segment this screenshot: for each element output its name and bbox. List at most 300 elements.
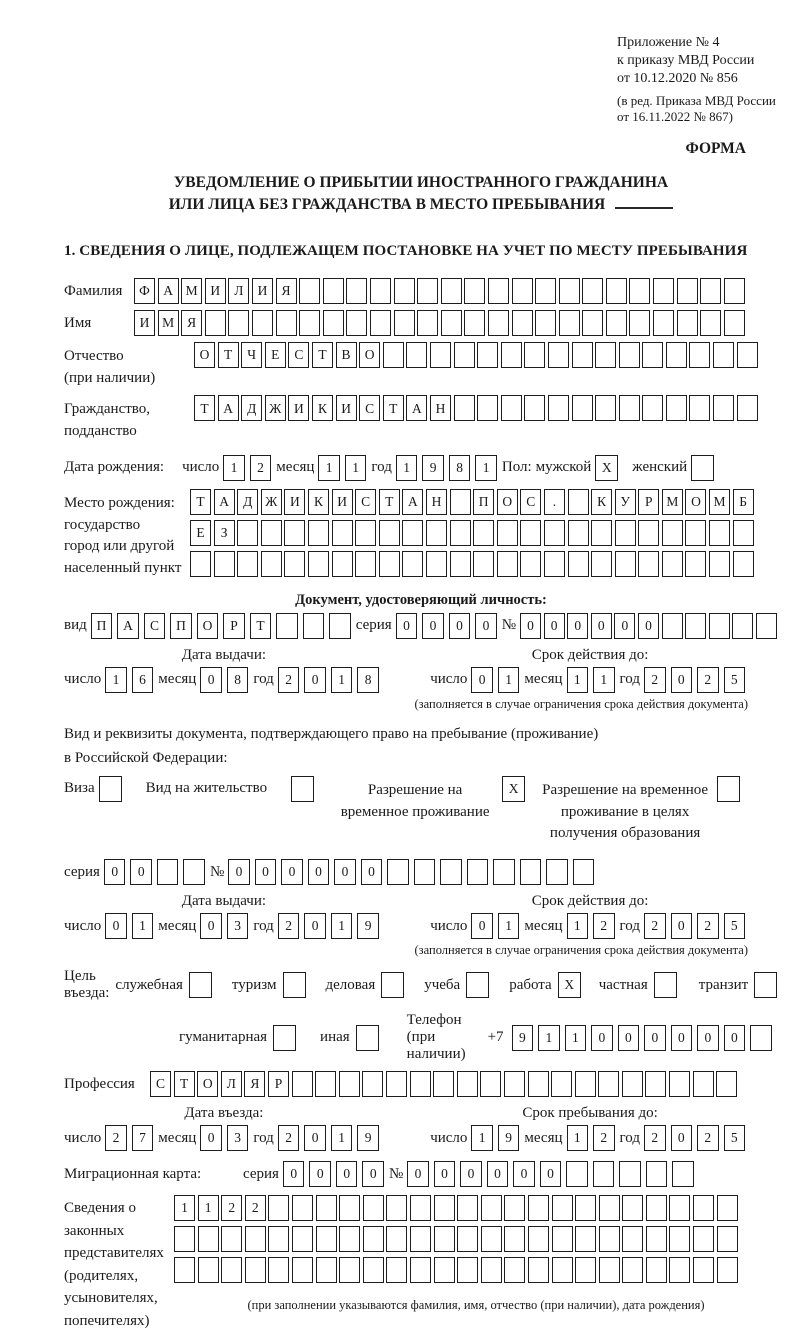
char-box[interactable]: [575, 1257, 596, 1283]
char-box[interactable]: М: [158, 310, 179, 336]
char-box[interactable]: [477, 395, 498, 421]
char-box[interactable]: [434, 1257, 455, 1283]
char-box[interactable]: 0: [567, 613, 588, 639]
char-box[interactable]: [654, 972, 677, 998]
char-box[interactable]: [174, 1257, 195, 1283]
char-box[interactable]: [493, 859, 515, 885]
char-box[interactable]: Т: [174, 1071, 195, 1097]
char-box[interactable]: [642, 342, 663, 368]
char-box[interactable]: [308, 520, 329, 546]
char-box[interactable]: 0: [471, 913, 493, 939]
char-box[interactable]: 1: [331, 1125, 353, 1151]
char-box[interactable]: 0: [309, 1161, 331, 1187]
char-box[interactable]: [332, 520, 353, 546]
char-box[interactable]: [268, 1257, 289, 1283]
char-box[interactable]: [724, 278, 745, 304]
char-box[interactable]: С: [520, 489, 541, 515]
char-box[interactable]: 9: [357, 913, 379, 939]
char-box[interactable]: 2: [278, 913, 300, 939]
char-box[interactable]: Ч: [241, 342, 262, 368]
char-box[interactable]: [552, 1195, 573, 1221]
char-box[interactable]: А: [214, 489, 235, 515]
char-box[interactable]: [619, 342, 640, 368]
char-box[interactable]: М: [181, 278, 202, 304]
char-box[interactable]: 0: [614, 613, 635, 639]
char-box[interactable]: 2: [278, 667, 300, 693]
char-box[interactable]: 0: [724, 1025, 746, 1051]
char-box[interactable]: [528, 1257, 549, 1283]
char-box[interactable]: [386, 1195, 407, 1221]
char-box[interactable]: [383, 342, 404, 368]
char-box[interactable]: [339, 1226, 360, 1252]
char-box[interactable]: Т: [383, 395, 404, 421]
char-box[interactable]: Л: [228, 278, 249, 304]
char-box[interactable]: 2: [250, 455, 272, 481]
char-box[interactable]: [551, 1071, 572, 1097]
char-box[interactable]: [756, 613, 777, 639]
char-box[interactable]: [323, 278, 344, 304]
char-box[interactable]: [572, 342, 593, 368]
char-box[interactable]: Б: [733, 489, 754, 515]
char-box[interactable]: [441, 278, 462, 304]
char-box[interactable]: А: [406, 395, 427, 421]
char-box[interactable]: [501, 395, 522, 421]
char-box[interactable]: Ф: [134, 278, 155, 304]
char-box[interactable]: 0: [449, 613, 471, 639]
char-box[interactable]: 0: [407, 1161, 429, 1187]
char-box[interactable]: [501, 342, 522, 368]
char-box[interactable]: 0: [544, 613, 565, 639]
char-box[interactable]: 0: [591, 613, 612, 639]
char-box[interactable]: [339, 1071, 360, 1097]
char-box[interactable]: Я: [276, 278, 297, 304]
char-box[interactable]: А: [402, 489, 423, 515]
char-box[interactable]: [370, 310, 391, 336]
char-box[interactable]: [622, 1195, 643, 1221]
char-box[interactable]: И: [332, 489, 353, 515]
char-box[interactable]: [261, 551, 282, 577]
char-box[interactable]: 2: [697, 913, 719, 939]
char-box[interactable]: [261, 520, 282, 546]
char-box[interactable]: [308, 551, 329, 577]
char-box[interactable]: [299, 310, 320, 336]
char-box[interactable]: [410, 1195, 431, 1221]
char-box[interactable]: И: [336, 395, 357, 421]
char-box[interactable]: [410, 1071, 431, 1097]
char-box[interactable]: [316, 1195, 337, 1221]
char-box[interactable]: [268, 1226, 289, 1252]
char-box[interactable]: О: [197, 613, 219, 639]
char-box[interactable]: 5: [724, 667, 746, 693]
char-box[interactable]: Т: [218, 342, 239, 368]
char-box[interactable]: [237, 551, 258, 577]
char-box[interactable]: [629, 310, 650, 336]
char-box[interactable]: 0: [228, 859, 250, 885]
char-box[interactable]: [693, 1071, 714, 1097]
char-box[interactable]: Я: [244, 1071, 265, 1097]
char-box[interactable]: [717, 1226, 738, 1252]
char-box[interactable]: [276, 613, 298, 639]
char-box[interactable]: [228, 310, 249, 336]
char-box[interactable]: А: [218, 395, 239, 421]
char-box[interactable]: [689, 395, 710, 421]
char-box[interactable]: [646, 1257, 667, 1283]
char-box[interactable]: 1: [132, 913, 154, 939]
char-box[interactable]: И: [284, 489, 305, 515]
char-box[interactable]: [552, 1226, 573, 1252]
char-box[interactable]: [615, 551, 636, 577]
char-box[interactable]: 8: [227, 667, 249, 693]
char-box[interactable]: 0: [460, 1161, 482, 1187]
char-box[interactable]: [221, 1257, 242, 1283]
char-box[interactable]: [252, 310, 273, 336]
char-box[interactable]: [190, 551, 211, 577]
char-box[interactable]: [568, 489, 589, 515]
char-box[interactable]: 8: [449, 455, 471, 481]
char-box[interactable]: Т: [190, 489, 211, 515]
char-box[interactable]: [433, 1071, 454, 1097]
char-box[interactable]: [548, 342, 569, 368]
char-box[interactable]: [480, 1071, 501, 1097]
char-box[interactable]: [410, 1257, 431, 1283]
char-box[interactable]: И: [288, 395, 309, 421]
char-box[interactable]: [303, 613, 325, 639]
char-box[interactable]: [245, 1226, 266, 1252]
char-box[interactable]: 0: [644, 1025, 666, 1051]
char-box[interactable]: [467, 859, 489, 885]
char-box[interactable]: [339, 1257, 360, 1283]
char-box[interactable]: [544, 520, 565, 546]
char-box[interactable]: 2: [697, 667, 719, 693]
char-box[interactable]: [520, 520, 541, 546]
char-box[interactable]: [450, 520, 471, 546]
char-box[interactable]: [417, 310, 438, 336]
char-box[interactable]: [332, 551, 353, 577]
char-box[interactable]: 1: [471, 1125, 493, 1151]
char-box[interactable]: О: [194, 342, 215, 368]
char-box[interactable]: 0: [361, 859, 383, 885]
char-box[interactable]: [363, 1195, 384, 1221]
char-box[interactable]: [370, 278, 391, 304]
char-box[interactable]: [629, 278, 650, 304]
char-box[interactable]: [386, 1257, 407, 1283]
char-box[interactable]: [622, 1257, 643, 1283]
char-box[interactable]: 1: [567, 913, 589, 939]
char-box[interactable]: [622, 1226, 643, 1252]
char-box[interactable]: [528, 1226, 549, 1252]
char-box[interactable]: [441, 310, 462, 336]
char-box[interactable]: [724, 310, 745, 336]
char-box[interactable]: [598, 1071, 619, 1097]
char-box[interactable]: [454, 342, 475, 368]
char-box[interactable]: [291, 776, 314, 802]
char-box[interactable]: [595, 342, 616, 368]
char-box[interactable]: 1: [223, 455, 245, 481]
char-box[interactable]: 9: [512, 1025, 534, 1051]
char-box[interactable]: 9: [422, 455, 444, 481]
char-box[interactable]: 2: [644, 1125, 666, 1151]
char-box[interactable]: [205, 310, 226, 336]
char-box[interactable]: [466, 972, 489, 998]
char-box[interactable]: 1: [331, 667, 353, 693]
char-box[interactable]: [417, 278, 438, 304]
char-box[interactable]: [524, 342, 545, 368]
char-box[interactable]: 0: [104, 859, 126, 885]
char-box[interactable]: [426, 551, 447, 577]
char-box[interactable]: Т: [194, 395, 215, 421]
char-box[interactable]: 6: [132, 667, 154, 693]
char-box[interactable]: [183, 859, 205, 885]
char-box[interactable]: [214, 551, 235, 577]
char-box[interactable]: [575, 1071, 596, 1097]
char-box[interactable]: [572, 395, 593, 421]
char-box[interactable]: О: [197, 1071, 218, 1097]
char-box[interactable]: П: [170, 613, 192, 639]
char-box[interactable]: [386, 1226, 407, 1252]
char-box[interactable]: [454, 395, 475, 421]
char-box[interactable]: [717, 776, 740, 802]
char-box[interactable]: К: [591, 489, 612, 515]
char-box[interactable]: З: [214, 520, 235, 546]
char-box[interactable]: [414, 859, 436, 885]
char-box[interactable]: 8: [357, 667, 379, 693]
char-box[interactable]: [662, 551, 683, 577]
char-box[interactable]: [504, 1226, 525, 1252]
char-box[interactable]: [713, 342, 734, 368]
char-box[interactable]: [346, 278, 367, 304]
char-box[interactable]: 0: [200, 1125, 222, 1151]
char-box[interactable]: 3: [227, 1125, 249, 1151]
char-box[interactable]: [237, 520, 258, 546]
char-box[interactable]: [316, 1226, 337, 1252]
char-box[interactable]: [520, 551, 541, 577]
char-box[interactable]: 0: [471, 667, 493, 693]
char-box[interactable]: Н: [426, 489, 447, 515]
char-box[interactable]: Е: [265, 342, 286, 368]
char-box[interactable]: П: [473, 489, 494, 515]
char-box[interactable]: 0: [475, 613, 497, 639]
char-box[interactable]: 9: [498, 1125, 520, 1151]
char-box[interactable]: .: [544, 489, 565, 515]
char-box[interactable]: [548, 395, 569, 421]
char-box[interactable]: 1: [498, 913, 520, 939]
char-box[interactable]: К: [312, 395, 333, 421]
char-box[interactable]: 2: [593, 1125, 615, 1151]
char-box[interactable]: 0: [200, 913, 222, 939]
char-box[interactable]: [440, 859, 462, 885]
char-box[interactable]: 2: [644, 913, 666, 939]
char-box[interactable]: [329, 613, 351, 639]
char-box[interactable]: [709, 551, 730, 577]
char-box[interactable]: [99, 776, 122, 802]
char-box[interactable]: 0: [362, 1161, 384, 1187]
char-box[interactable]: [464, 278, 485, 304]
char-box[interactable]: [528, 1195, 549, 1221]
char-box[interactable]: [292, 1226, 313, 1252]
char-box[interactable]: [559, 278, 580, 304]
char-box[interactable]: 5: [724, 913, 746, 939]
char-box[interactable]: [693, 1257, 714, 1283]
char-box[interactable]: [315, 1071, 336, 1097]
char-box[interactable]: М: [662, 489, 683, 515]
char-box[interactable]: [568, 551, 589, 577]
char-box[interactable]: [645, 1071, 666, 1097]
char-box[interactable]: Я: [181, 310, 202, 336]
char-box[interactable]: [410, 1226, 431, 1252]
char-box[interactable]: [737, 395, 758, 421]
char-box[interactable]: 5: [724, 1125, 746, 1151]
char-box[interactable]: [750, 1025, 772, 1051]
char-box[interactable]: У: [615, 489, 636, 515]
char-box[interactable]: О: [497, 489, 518, 515]
char-box[interactable]: [323, 310, 344, 336]
char-box[interactable]: [669, 1195, 690, 1221]
char-box[interactable]: [662, 520, 683, 546]
char-box[interactable]: [669, 1071, 690, 1097]
char-box[interactable]: [284, 551, 305, 577]
char-box[interactable]: [189, 972, 212, 998]
char-box[interactable]: 1: [105, 667, 127, 693]
char-box[interactable]: [552, 1257, 573, 1283]
char-box[interactable]: 0: [304, 1125, 326, 1151]
char-box[interactable]: [638, 551, 659, 577]
char-box[interactable]: Ж: [261, 489, 282, 515]
char-box[interactable]: 2: [278, 1125, 300, 1151]
char-box[interactable]: 0: [671, 913, 693, 939]
char-box[interactable]: 0: [520, 613, 541, 639]
char-box[interactable]: 1: [396, 455, 418, 481]
char-box[interactable]: [497, 551, 518, 577]
char-box[interactable]: [339, 1195, 360, 1221]
char-box[interactable]: 3: [227, 913, 249, 939]
char-box[interactable]: [573, 859, 595, 885]
char-box[interactable]: 1: [498, 667, 520, 693]
char-box[interactable]: [535, 310, 556, 336]
char-box[interactable]: 0: [304, 667, 326, 693]
char-box[interactable]: Т: [379, 489, 400, 515]
char-box[interactable]: [685, 520, 706, 546]
char-box[interactable]: [754, 972, 777, 998]
char-box[interactable]: [733, 520, 754, 546]
char-box[interactable]: Д: [241, 395, 262, 421]
char-box[interactable]: [672, 1161, 694, 1187]
char-box[interactable]: [737, 342, 758, 368]
char-box[interactable]: [268, 1195, 289, 1221]
char-box[interactable]: [662, 613, 683, 639]
char-box[interactable]: [221, 1226, 242, 1252]
char-box[interactable]: [593, 1161, 615, 1187]
char-box[interactable]: [717, 1257, 738, 1283]
char-box[interactable]: 1: [331, 913, 353, 939]
char-box[interactable]: 0: [304, 913, 326, 939]
char-box[interactable]: [599, 1195, 620, 1221]
char-box[interactable]: [245, 1257, 266, 1283]
char-box[interactable]: [481, 1257, 502, 1283]
char-box[interactable]: [450, 489, 471, 515]
char-box[interactable]: [544, 551, 565, 577]
char-box[interactable]: 1: [565, 1025, 587, 1051]
char-box[interactable]: 0: [334, 859, 356, 885]
char-box[interactable]: Р: [223, 613, 245, 639]
char-box[interactable]: 1: [567, 1125, 589, 1151]
char-box[interactable]: [733, 551, 754, 577]
char-box[interactable]: Д: [237, 489, 258, 515]
char-box[interactable]: [709, 613, 730, 639]
char-box[interactable]: [689, 342, 710, 368]
char-box[interactable]: [273, 1025, 296, 1051]
char-box[interactable]: Н: [430, 395, 451, 421]
char-box[interactable]: 0: [283, 1161, 305, 1187]
char-box[interactable]: [528, 1071, 549, 1097]
char-box[interactable]: [430, 342, 451, 368]
char-box[interactable]: С: [150, 1071, 171, 1097]
char-box[interactable]: [394, 278, 415, 304]
char-box[interactable]: 0: [540, 1161, 562, 1187]
char-box[interactable]: [363, 1226, 384, 1252]
char-box[interactable]: 0: [255, 859, 277, 885]
char-box[interactable]: 2: [644, 667, 666, 693]
char-box[interactable]: [481, 1195, 502, 1221]
char-box[interactable]: [457, 1257, 478, 1283]
char-box[interactable]: [646, 1195, 667, 1221]
char-box[interactable]: [559, 310, 580, 336]
char-box[interactable]: [450, 551, 471, 577]
char-box[interactable]: [473, 520, 494, 546]
char-box[interactable]: [568, 520, 589, 546]
char-box[interactable]: [677, 278, 698, 304]
char-box[interactable]: 0: [697, 1025, 719, 1051]
char-box[interactable]: [434, 1195, 455, 1221]
char-box[interactable]: [666, 342, 687, 368]
char-box[interactable]: [666, 395, 687, 421]
char-box[interactable]: 1: [318, 455, 340, 481]
char-box[interactable]: О: [685, 489, 706, 515]
char-box[interactable]: 0: [671, 1125, 693, 1151]
char-box[interactable]: 1: [475, 455, 497, 481]
char-box[interactable]: [512, 310, 533, 336]
char-box[interactable]: [406, 342, 427, 368]
char-box[interactable]: [669, 1226, 690, 1252]
char-box[interactable]: [362, 1071, 383, 1097]
char-box[interactable]: [646, 1161, 668, 1187]
char-box[interactable]: П: [91, 613, 113, 639]
char-box[interactable]: 9: [357, 1125, 379, 1151]
char-box[interactable]: Ж: [265, 395, 286, 421]
char-box[interactable]: [646, 1226, 667, 1252]
char-box[interactable]: [638, 520, 659, 546]
char-box[interactable]: 7: [132, 1125, 154, 1151]
char-box[interactable]: Р: [638, 489, 659, 515]
char-box[interactable]: [346, 310, 367, 336]
char-box[interactable]: И: [205, 278, 226, 304]
char-box[interactable]: [457, 1226, 478, 1252]
char-box[interactable]: Л: [221, 1071, 242, 1097]
char-box[interactable]: [716, 1071, 737, 1097]
char-box[interactable]: [700, 278, 721, 304]
char-box[interactable]: [386, 1071, 407, 1097]
char-box[interactable]: [504, 1257, 525, 1283]
char-box[interactable]: [732, 613, 753, 639]
char-box[interactable]: 0: [618, 1025, 640, 1051]
char-box[interactable]: С: [359, 395, 380, 421]
char-box[interactable]: 0: [513, 1161, 535, 1187]
char-box[interactable]: [504, 1071, 525, 1097]
char-box[interactable]: 0: [671, 1025, 693, 1051]
char-box[interactable]: [520, 859, 542, 885]
char-box[interactable]: [387, 859, 409, 885]
char-box[interactable]: 2: [245, 1195, 266, 1221]
char-box[interactable]: 1: [198, 1195, 219, 1221]
